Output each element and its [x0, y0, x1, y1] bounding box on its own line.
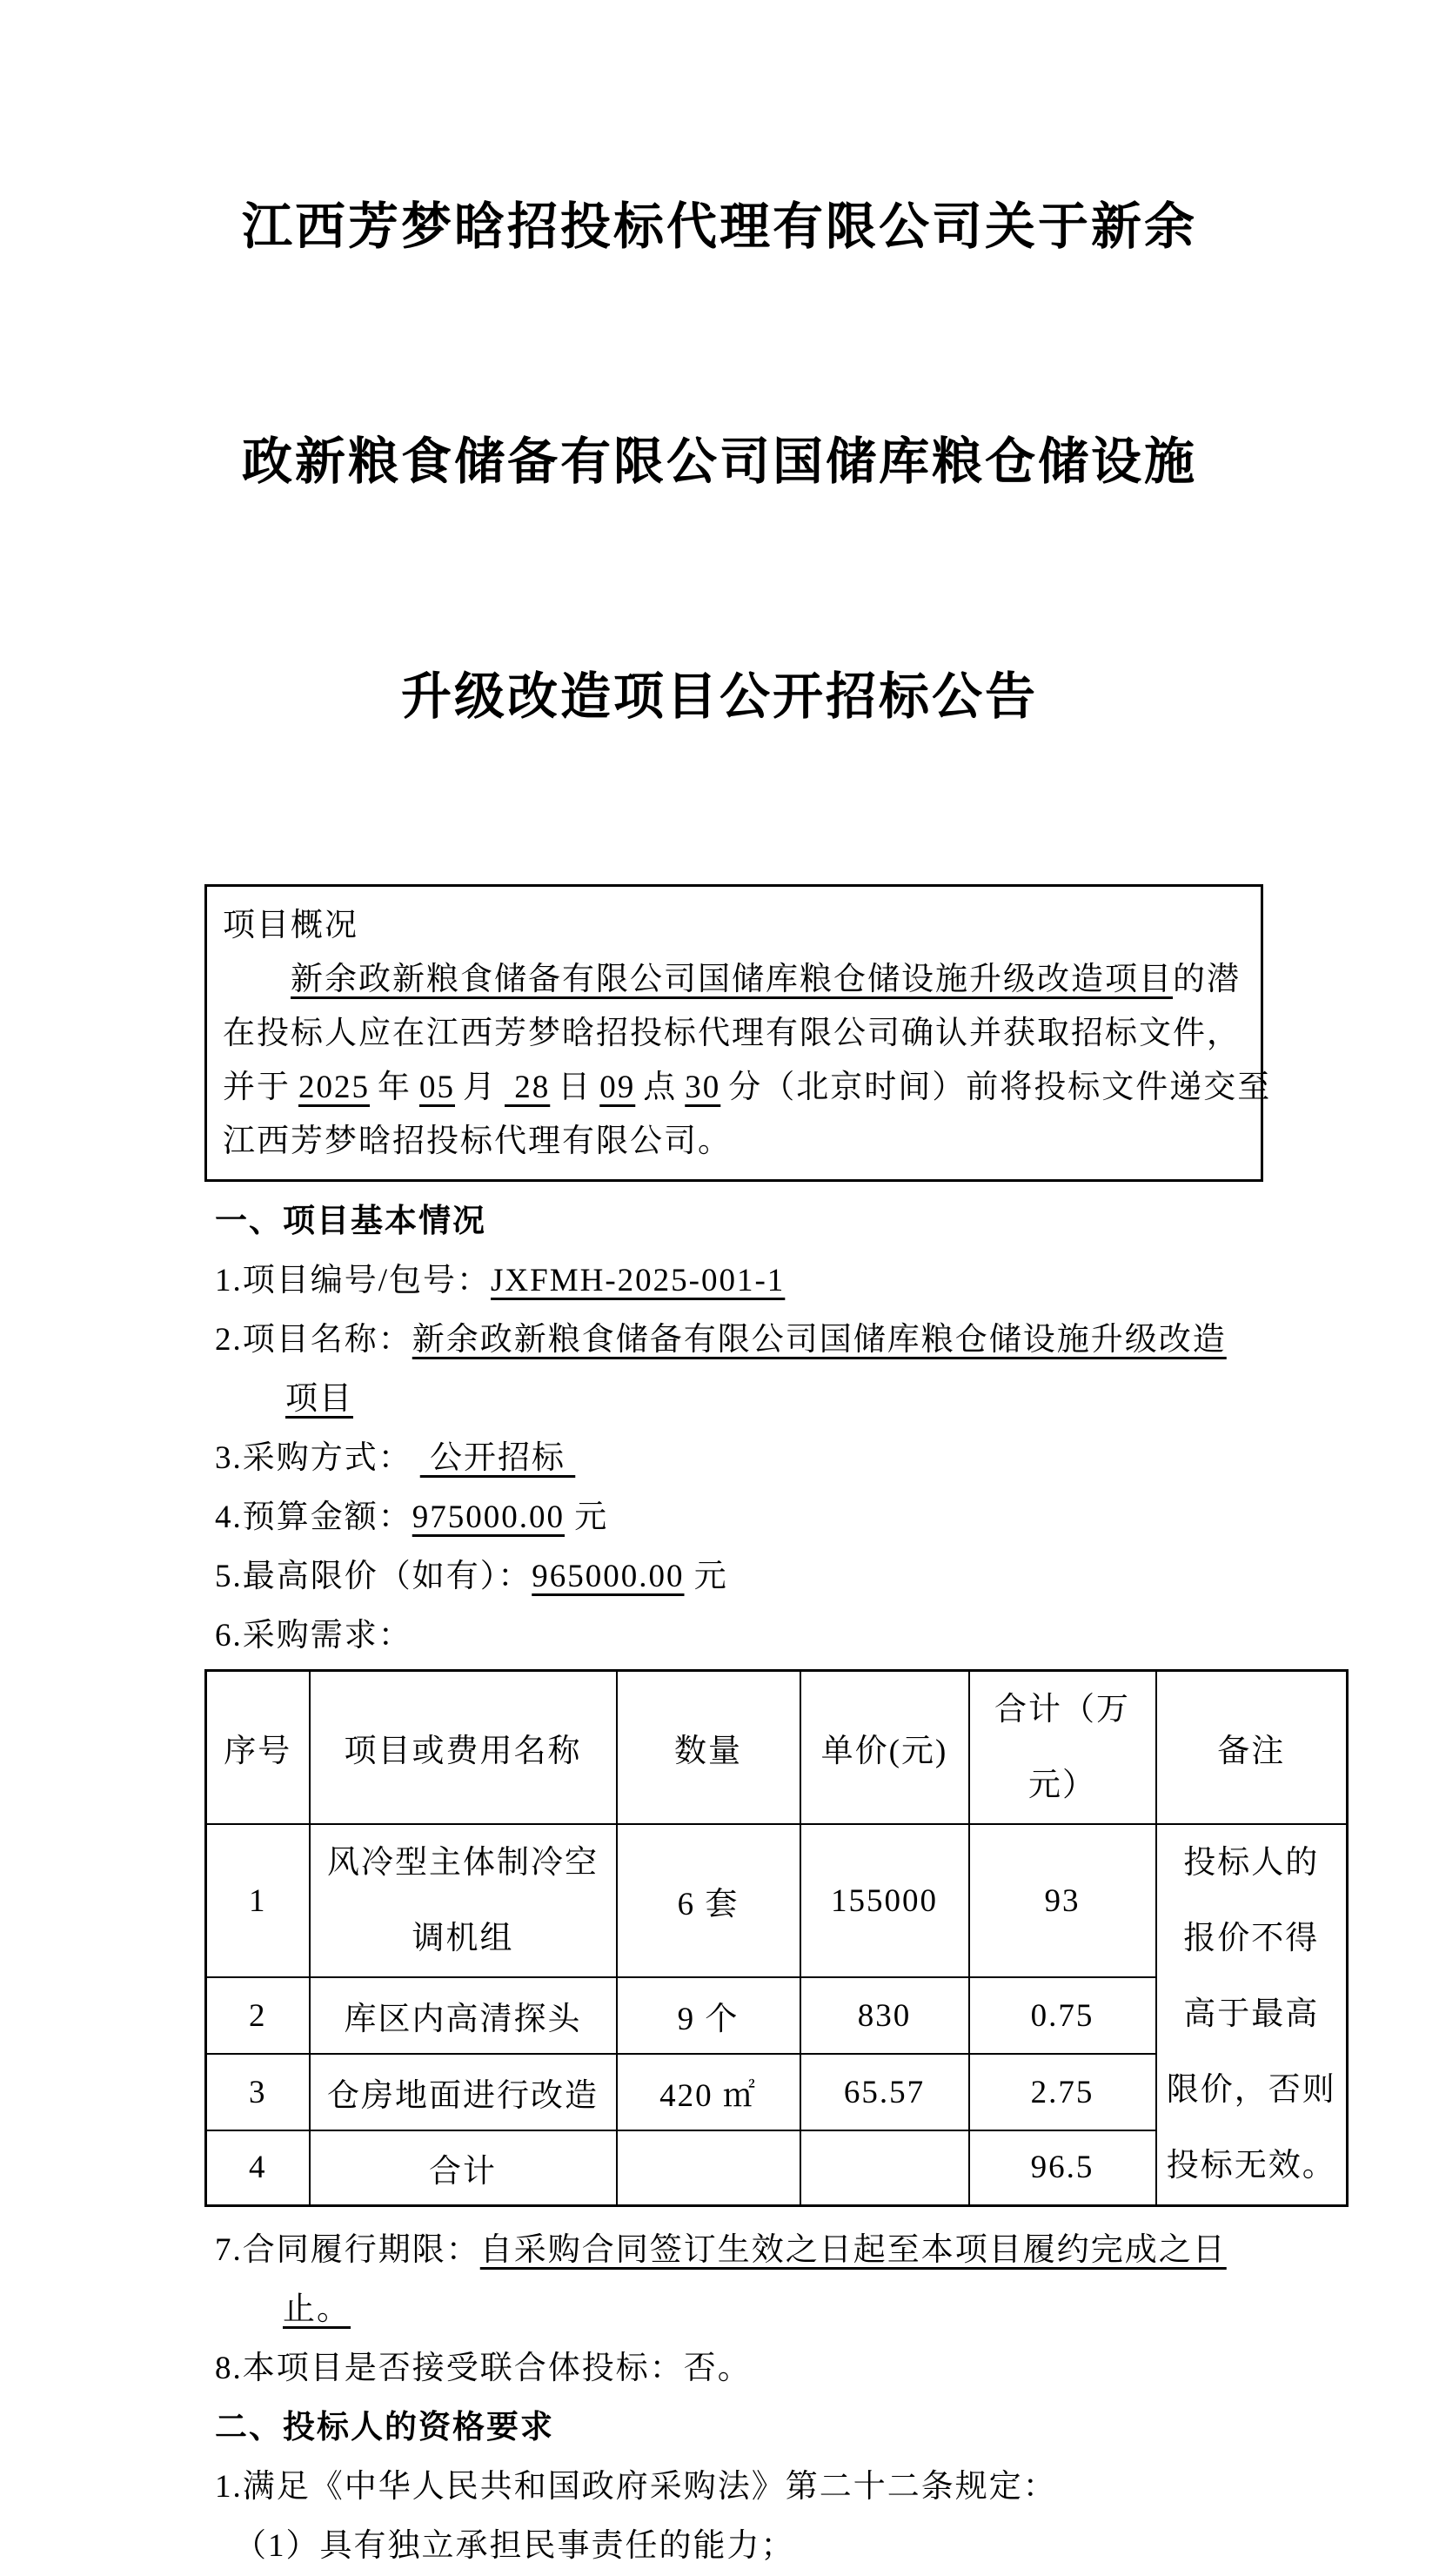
remark-line-3: 高于最高 [1183, 1996, 1320, 2033]
item-project-name-wrap [204, 1370, 1346, 1429]
project-overview-box [204, 884, 1272, 1182]
overview-line-4: 江西芳梦晗招投标代理有限公司。 [223, 1124, 732, 1159]
row3-price: 65.57 [800, 2054, 969, 2130]
item-project-number [204, 1251, 1346, 1311]
deadline-minute: 30 [685, 1070, 721, 1105]
header-item-name: 项目或费用名称 [310, 1671, 617, 1825]
overview-line-3 [223, 1061, 1272, 1115]
row1-qty: 6 套 [617, 1824, 800, 1977]
item-procurement-demand: 6.采购需求： [215, 1618, 412, 1654]
item5-label: 5.最高限价（如有）： [215, 1559, 532, 1594]
item4-label: 4.预算金额： [215, 1499, 412, 1535]
row3-total: 2.75 [969, 2054, 1156, 2130]
row2-total: 0.75 [969, 1977, 1156, 2054]
item-budget-amount [204, 1488, 1346, 1547]
row1-name-line2: 调机组 [412, 1921, 514, 1956]
overview-line-1-rest: 的潜 [1173, 962, 1241, 997]
year-unit: 年 [378, 1070, 412, 1105]
qualification-sub-1: （1）具有独立承担民事责任的能力； [234, 2527, 795, 2564]
item-consortium-bid: 8.本项目是否接受联合体投标：否。 [215, 2350, 752, 2386]
item1-label: 1.项目编号/包号： [215, 1263, 492, 1298]
item-contract-period [204, 2221, 1346, 2280]
section2-heading: 二、投标人的资格要求 [215, 2409, 554, 2445]
item2-label: 2.项目名称： [215, 1322, 412, 1358]
remark-line-4: 限价，否则 [1166, 2072, 1336, 2109]
row4-total: 96.5 [969, 2130, 1156, 2205]
day-unit: 日 [558, 1070, 592, 1105]
item3-label: 3.采购方式： [215, 1440, 412, 1476]
item7-value-line2: 止。 [283, 2291, 351, 2327]
deadline-hour: 09 [599, 1070, 636, 1105]
item-procurement-method [204, 1429, 1346, 1488]
row1-name [310, 1824, 617, 1977]
remark-line-2: 报价不得 [1183, 1921, 1320, 1957]
qualification-item-1: 1.满足《中华人民共和国政府采购法》第二十二条规定： [215, 2468, 1057, 2505]
overview-line-1 [223, 953, 1243, 1007]
header-remark: 备注 [1156, 1671, 1348, 1825]
table-header-row [206, 1671, 1348, 1825]
header-seq: 序号 [206, 1671, 310, 1825]
row1-total: 93 [969, 1824, 1156, 1977]
title-line-1: 江西芳梦晗招投标代理有限公司关于新余 [241, 198, 1197, 255]
row2-no: 2 [206, 1977, 310, 2054]
document-title [0, 31, 1439, 815]
document-body [204, 884, 1346, 2576]
header-qty: 数量 [617, 1671, 800, 1825]
row2-price: 830 [800, 1977, 969, 2054]
row4-no: 4 [206, 2130, 310, 2205]
deadline-year: 2025 [298, 1070, 370, 1105]
row4-price [800, 2130, 969, 2205]
title-line-2: 政新粮食储备有限公司国储库粮仓储设施 [241, 433, 1197, 490]
section1-heading: 一、项目基本情况 [215, 1204, 486, 1239]
hour-unit: 点 [643, 1070, 678, 1105]
item-contract-period-wrap [204, 2280, 1346, 2339]
deadline-month: 05 [419, 1070, 455, 1105]
document-page [0, 31, 1439, 2564]
item7-value-line1: 自采购合同签订生效之日起至本项目履约完成之日 [479, 2231, 1227, 2268]
item2-value-line2: 项目 [285, 1381, 353, 1417]
row2-qty: 9 个 [617, 1977, 800, 2054]
item3-value: 公开招标 [419, 1440, 576, 1476]
overview-project-name: 新余政新粮食储备有限公司国储库粮仓储设施升级改造项目 [291, 962, 1173, 997]
row3-name: 仓房地面进行改造 [310, 2054, 617, 2130]
procurement-demand-table [204, 1669, 1349, 2207]
header-total-line1: 合计（万 [994, 1692, 1130, 1727]
header-total [969, 1671, 1156, 1825]
item5-value: 965000.00 [532, 1559, 685, 1594]
remark-merged-cell [1156, 1824, 1348, 2205]
row3-no: 3 [206, 2054, 310, 2130]
overview-heading: 项目概况 [223, 908, 358, 943]
deadline-day: 28 [505, 1070, 551, 1105]
item5-unit: 元 [684, 1559, 728, 1594]
deadline-prefix: 并于 [223, 1070, 291, 1105]
month-unit: 月 [463, 1070, 497, 1105]
title-line-3: 升级改造项目公开招标公告 [400, 668, 1038, 725]
overview-line-3-rest: 分（北京时间）前将投标文件递交至 [728, 1070, 1272, 1105]
remark-line-1: 投标人的 [1183, 1845, 1320, 1882]
item7-label: 7.合同履行期限： [215, 2231, 480, 2268]
row1-no: 1 [206, 1824, 310, 1977]
item4-value: 975000.00 [412, 1499, 565, 1535]
row1-name-line1: 风冷型主体制冷空 [327, 1845, 599, 1881]
row2-name: 库区内高清探头 [310, 1977, 617, 2054]
item-project-name [204, 1311, 1346, 1370]
header-total-line2: 元） [1028, 1768, 1096, 1803]
row4-name: 合计 [310, 2130, 617, 2205]
row1-price: 155000 [800, 1824, 969, 1977]
row4-qty [617, 2130, 800, 2205]
header-unit-price: 单价(元) [800, 1671, 969, 1825]
row3-qty: 420 ㎡ [617, 2054, 800, 2130]
item1-value: JXFMH-2025-001-1 [491, 1263, 786, 1298]
item-max-price [204, 1547, 1346, 1607]
table-row-1 [206, 1824, 1348, 1977]
remark-line-5: 投标无效。 [1166, 2148, 1336, 2184]
overview-line-2: 在投标人应在江西芳梦晗招投标代理有限公司确认并获取招标文件， [223, 1016, 1241, 1051]
item4-unit: 元 [565, 1499, 609, 1535]
item2-value-line1: 新余政新粮食储备有限公司国储库粮仓储设施升级改造 [412, 1322, 1227, 1358]
